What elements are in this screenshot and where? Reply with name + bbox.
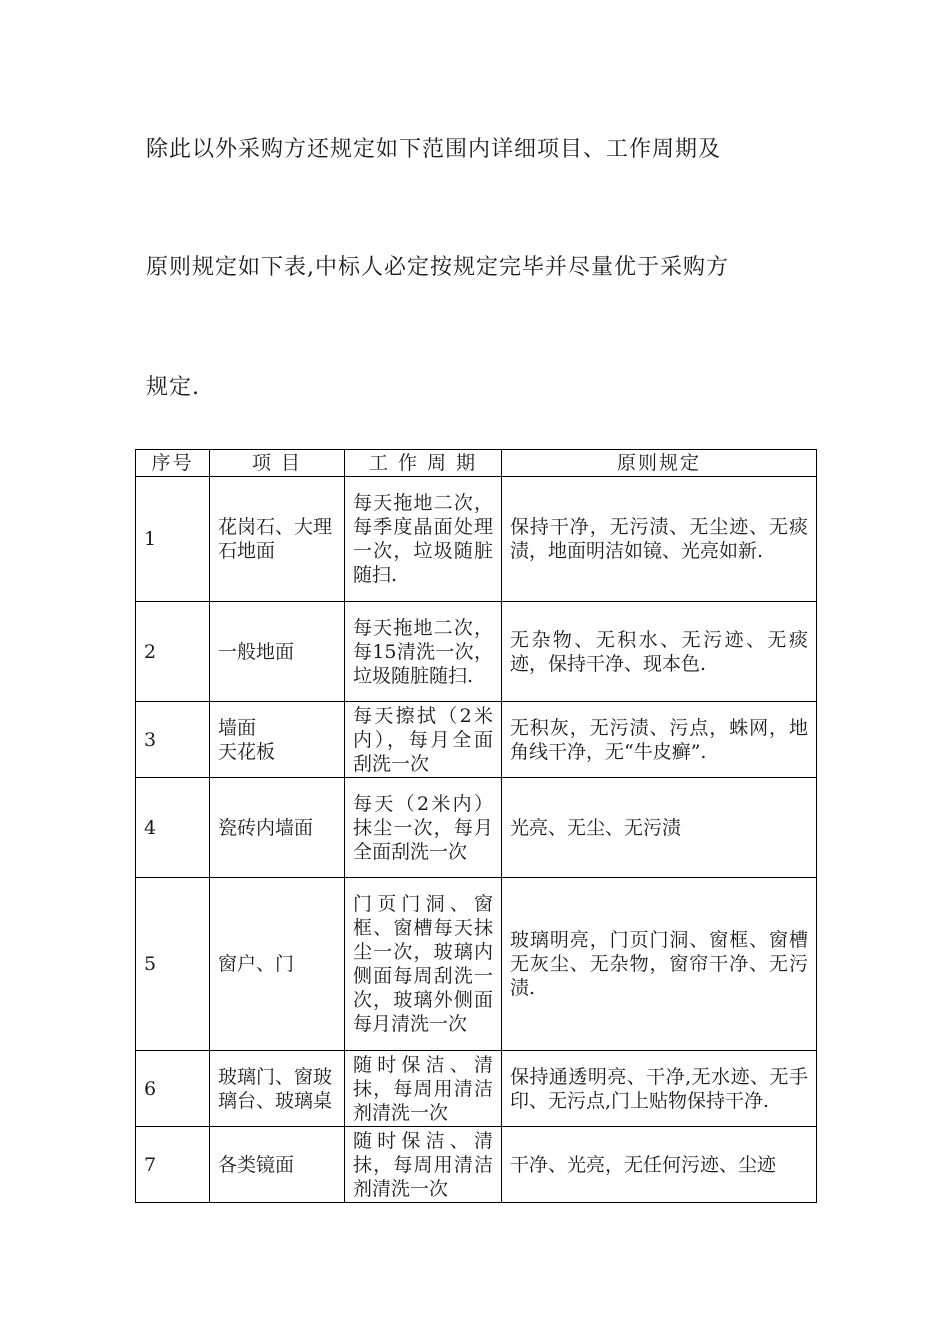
table-row [136, 1051, 817, 1127]
row-number: 6 [136, 1051, 210, 1127]
intro-paragraph-line-1: 除此以外采购方还规定如下范围内详细项目、工作周期及 [146, 137, 722, 162]
row-item: 花岗石、大理石地面 [210, 477, 345, 602]
row-number: 3 [136, 702, 210, 778]
row-work-cycle: 每天擦拭（2米内），每月全面刮洗一次 [345, 702, 502, 778]
row-work-cycle: 随时保洁、清抹，每周用清洁剂清洗一次 [345, 1051, 502, 1127]
row-item: 墙面 天花板 [210, 702, 345, 778]
row-work-cycle: 每天拖地二次，每季度晶面处理一次，垃圾随脏随扫. [345, 477, 502, 602]
table-row [136, 778, 817, 878]
table-row [136, 602, 817, 702]
row-number: 5 [136, 878, 210, 1051]
table-row [136, 878, 817, 1051]
intro-paragraph-line-3: 规定. [146, 375, 200, 400]
row-number: 2 [136, 602, 210, 702]
row-item: 一般地面 [210, 602, 345, 702]
row-item: 瓷砖内墙面 [210, 778, 345, 878]
header-serial-number: 序号 [136, 450, 210, 477]
row-number: 7 [136, 1127, 210, 1203]
header-work-cycle: 工 作 周 期 [345, 450, 502, 477]
row-item: 玻璃门、窗玻璃台、玻璃桌 [210, 1051, 345, 1127]
row-work-cycle: 每天（2米内）抹尘一次，每月全面刮洗一次 [345, 778, 502, 878]
row-standard: 无积灰，无污渍、污点，蛛网，地角线干净，无“牛皮癣”. [502, 702, 817, 778]
table-row [136, 477, 817, 602]
row-number: 1 [136, 477, 210, 602]
row-standard: 无杂物、无积水、无污迹、无痰迹，保持干净、现本色. [502, 602, 817, 702]
row-standard: 保持干净，无污渍、无尘迹、无痰渍，地面明洁如镜、光亮如新. [502, 477, 817, 602]
table-row [136, 702, 817, 778]
row-work-cycle: 每天拖地二次，每15清洗一次，垃圾随脏随扫. [345, 602, 502, 702]
row-item: 窗户、门 [210, 878, 345, 1051]
row-number: 4 [136, 778, 210, 878]
row-standard: 光亮、无尘、无污渍 [502, 778, 817, 878]
table-row [136, 1127, 817, 1203]
row-work-cycle: 门页门洞、窗框、窗槽每天抹尘一次，玻璃内侧面每周刮洗一次，玻璃外侧面每月清洗一次 [345, 878, 502, 1051]
header-standard: 原则规定 [502, 450, 817, 477]
cleaning-standards-table [135, 449, 817, 1203]
intro-paragraph-line-2: 原则规定如下表,中标人必定按规定完毕并尽量优于采购方 [146, 255, 729, 280]
row-work-cycle: 随时保洁、清抹，每周用清洁剂清洗一次 [345, 1127, 502, 1203]
row-standard: 干净、光亮，无任何污迹、尘迹 [502, 1127, 817, 1203]
table-header-row [136, 450, 817, 477]
header-item: 项 目 [210, 450, 345, 477]
row-standard: 保持通透明亮、干净,无水迹、无手印、无污点,门上贴物保持干净. [502, 1051, 817, 1127]
row-standard: 玻璃明亮，门页门洞、窗框、窗槽无灰尘、无杂物，窗帘干净、无污渍. [502, 878, 817, 1051]
row-item: 各类镜面 [210, 1127, 345, 1203]
